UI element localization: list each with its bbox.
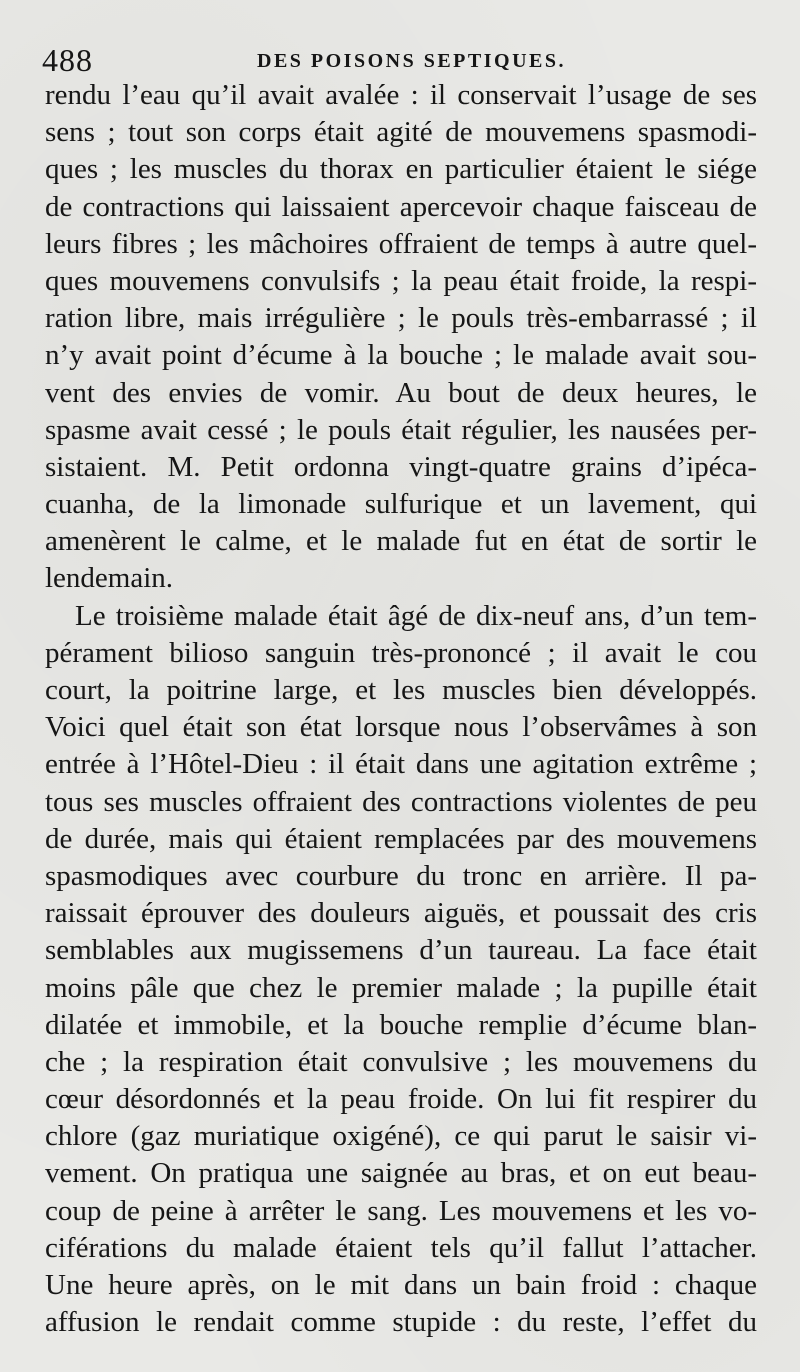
text-line: affusion le rendait comme stupide : du reste, l’effet du — [45, 1306, 757, 1339]
text-line: semblables aux mugissemens d’un taureau. La face était — [45, 934, 757, 967]
text-line: coup de peine à arrêter le sang. Les mouvemens et les vo- — [45, 1194, 757, 1227]
text-line: entrée à l’Hôtel-Dieu : il était dans une agitation extrême ; — [45, 748, 757, 781]
text-line: moins pâle que chez le premier malade ; la pupille était — [45, 971, 757, 1004]
text-line: vent des envies de vomir. Au bout de deux heures, le — [45, 376, 757, 409]
body-text — [45, 77, 757, 1341]
text-line: ciférations du malade étaient tels qu’il fallut l’attacher. — [45, 1231, 757, 1264]
running-head: DES POISONS SEPTIQUES. — [257, 50, 566, 72]
page-number: 488 — [42, 42, 93, 78]
text-line: che ; la respiration était convulsive ; les mouvemens du — [45, 1045, 757, 1078]
text-line: pérament bilioso sanguin très-prononcé ; il avait le cou — [45, 636, 757, 669]
text-line: cœur désordonnés et la peau froide. On lui fit respirer du — [45, 1083, 757, 1116]
text-line: ration libre, mais irrégulière ; le pouls très-embarrassé ; il — [45, 302, 757, 335]
text-line: court, la poitrine large, et les muscles bien développés. — [45, 674, 757, 706]
text-line: tous ses muscles offraient des contractions violentes de peu — [45, 785, 757, 818]
text-line: Voici quel était son état lorsque nous l’observâmes à son — [45, 711, 757, 744]
paragraph-end-line: lendemain. — [45, 562, 174, 595]
text-line: dilatée et immobile, et la bouche remplie d’écume blan- — [45, 1008, 757, 1041]
text-line: leurs fibres ; les mâchoires offraient de temps à autre quel- — [45, 227, 757, 260]
text-line: spasmodiques avec courbure du tronc en arrière. Il pa- — [45, 859, 757, 892]
text-line: sens ; tout son corps était agité de mouvemens spasmodi- — [45, 116, 757, 149]
text-line: vement. On pratiqua une saignée au bras, et on eut beau- — [45, 1157, 757, 1190]
page-header — [42, 40, 762, 80]
text-line: chlore (gaz muriatique oxigéné), ce qui parut le saisir vi- — [45, 1120, 757, 1153]
text-line: raissait éprouver des douleurs aiguës, et poussait des cris — [45, 897, 757, 930]
text-line: de contractions qui laissaient apercevoir chaque faisceau de — [45, 190, 757, 223]
text-line: amenèrent le calme, et le malade fut en état de sortir le — [45, 525, 757, 558]
text-line: ques ; les muscles du thorax en particulier étaient le siége — [45, 153, 757, 186]
paragraph-start-line: Le troisième malade était âgé de dix-neuf ans, d’un tem- — [75, 599, 757, 632]
text-line: Une heure après, on le mit dans un bain froid : chaque — [45, 1269, 757, 1301]
text-line: spasme avait cessé ; le pouls était régulier, les nausées per- — [45, 413, 757, 446]
text-line: cuanha, de la limonade sulfurique et un lavement, qui — [45, 488, 757, 521]
text-line: de durée, mais qui étaient remplacées par des mouvemens — [45, 822, 757, 855]
text-line: n’y avait point d’écume à la bouche ; le malade avait sou- — [45, 339, 757, 372]
text-line: rendu l’eau qu’il avait avalée : il conservait l’usage de ses — [45, 79, 757, 111]
text-line: ques mouvemens convulsifs ; la peau était froide, la respi- — [45, 264, 757, 297]
text-line: sistaient. M. Petit ordonna vingt-quatre grains d’ipéca- — [45, 450, 757, 483]
